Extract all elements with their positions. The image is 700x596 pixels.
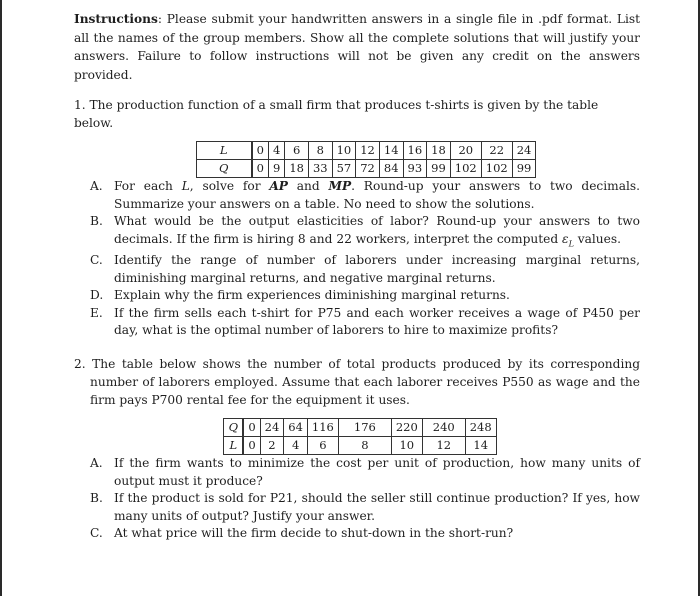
document-page [74, 10, 640, 543]
table-cell: 18 [427, 142, 451, 160]
item-text: Explain why the firm experiences diminishing marginal returns. [114, 288, 510, 303]
question-1-subitems [74, 178, 640, 339]
item-label: E. [90, 305, 103, 320]
list-item [74, 490, 640, 525]
table-cell: 9 [268, 160, 284, 178]
table-cell: 24 [260, 419, 284, 437]
table-cell: 18 [285, 160, 309, 178]
table-cell: 0 [252, 160, 269, 178]
table-cell: 12 [356, 142, 380, 160]
item-label: B. [90, 214, 103, 229]
item-label: A. [90, 456, 103, 471]
item-text: If the firm wants to minimize the cost per unit of production, how many units of output must it produce? [114, 456, 640, 488]
table-cell: 6 [307, 437, 338, 455]
instructions-paragraph [74, 10, 640, 84]
list-item [74, 525, 640, 542]
term-ap: AP [269, 179, 288, 194]
table-row [196, 142, 536, 160]
question-1-number: 1. [74, 98, 86, 113]
table-row [196, 160, 536, 178]
item-text: If the firm sells each t-shirt for P75 and each worker receives a wage of P450 per day, what is the optimal number of laborers to hire to maximize profits? [114, 305, 640, 338]
table-cell: 116 [307, 419, 338, 437]
table-cell: 14 [379, 142, 403, 160]
table-cell: 10 [391, 437, 422, 455]
table-cell: 8 [338, 437, 391, 455]
table-cell: 6 [285, 142, 309, 160]
item-text: and [287, 179, 329, 194]
question-2-table-wrap [74, 418, 640, 455]
table-cell: 0 [243, 419, 260, 437]
row-header-l: L [196, 142, 252, 160]
table-cell: 64 [284, 419, 308, 437]
instructions-label: Instructions [74, 12, 158, 26]
row-header-q: Q [224, 419, 244, 437]
table-cell: 4 [284, 437, 308, 455]
item-label: B. [90, 491, 103, 506]
item-text: At what price will the firm decide to shut-down in the short-run? [114, 526, 514, 541]
question-2-title [74, 355, 640, 409]
item-text: Identify the range of number of laborers under increasing marginal returns, diminishing marginal returns, and negative marginal returns. [114, 253, 640, 285]
item-label: C. [90, 526, 103, 541]
list-item [74, 287, 640, 304]
output-labor-table [223, 418, 496, 455]
item-text: What would be the output elasticities of labor? Round-up your answers to two decimals. If the firm is hiring 8 and 22 workers, interpret the computed [114, 214, 640, 246]
production-table [196, 141, 537, 178]
table-cell: 20 [450, 142, 481, 160]
question-2-text: The table below shows the number of total products produced by its corresponding number of laborers employed. Assume that each laborer receives P550 as wage and the firm pays P700 rental fee for the equipment it uses. [90, 357, 641, 408]
table-cell: 24 [512, 142, 536, 160]
table-cell: 240 [422, 419, 465, 437]
epsilon-subscript: L [568, 239, 574, 249]
item-text: If the product is sold for P21, should the seller still continue production? If yes, how many units of output? Justify your answer. [114, 491, 640, 523]
table-cell: 93 [403, 160, 427, 178]
table-cell: 8 [308, 142, 332, 160]
table-cell: 57 [332, 160, 356, 178]
item-label: A. [90, 179, 103, 194]
list-item [74, 178, 640, 213]
table-cell: 14 [465, 437, 496, 455]
item-text: For each [114, 179, 182, 194]
list-item [74, 305, 640, 340]
table-cell: 99 [512, 160, 536, 178]
table-cell: 33 [308, 160, 332, 178]
table-cell: 0 [243, 437, 260, 455]
table-row [224, 437, 496, 455]
list-item [74, 252, 640, 287]
item-text: , solve for [189, 179, 270, 194]
table-cell: 248 [465, 419, 496, 437]
row-header-q: Q [196, 160, 252, 178]
question-1-text: The production function of a small firm that produces t-shirts is given by the table below. [74, 98, 599, 131]
item-text: values. [573, 231, 621, 246]
term-mp: MP [328, 179, 352, 194]
table-cell: 99 [427, 160, 451, 178]
table-cell: 16 [403, 142, 427, 160]
question-1-table-wrap [74, 141, 640, 178]
list-item [74, 213, 640, 252]
table-cell: 0 [252, 142, 269, 160]
table-cell: 102 [481, 160, 512, 178]
table-cell: 102 [450, 160, 481, 178]
table-row [224, 419, 496, 437]
epsilon-symbol: ε [562, 231, 569, 246]
item-label: D. [90, 288, 104, 303]
table-cell: 220 [391, 419, 422, 437]
left-edge [0, 0, 2, 596]
question-2-subitems [74, 455, 640, 542]
item-label: C. [90, 253, 103, 268]
table-cell: 84 [379, 160, 403, 178]
question-2-block [74, 355, 640, 542]
table-cell: 72 [356, 160, 380, 178]
table-cell: 22 [481, 142, 512, 160]
instructions-text: : Please submit your handwritten answers in a single file in .pdf format. List all the names of the group members. Show all the complete solutions that will justify your answers. Failure to follow instructions will not be given any credit on the answers provided. [74, 12, 640, 82]
table-cell: 12 [422, 437, 465, 455]
table-cell: 10 [332, 142, 356, 160]
variable-l: L [181, 179, 190, 194]
list-item [74, 455, 640, 490]
item-text: . Round-up your answers to two decimals. Summarize your answers on a table. No need to show the solutions. [114, 179, 641, 211]
table-cell: 176 [338, 419, 391, 437]
row-header-l: L [224, 437, 244, 455]
table-cell: 4 [268, 142, 284, 160]
question-1-title [74, 96, 640, 132]
table-cell: 2 [260, 437, 284, 455]
question-2-number: 2. [74, 357, 86, 372]
